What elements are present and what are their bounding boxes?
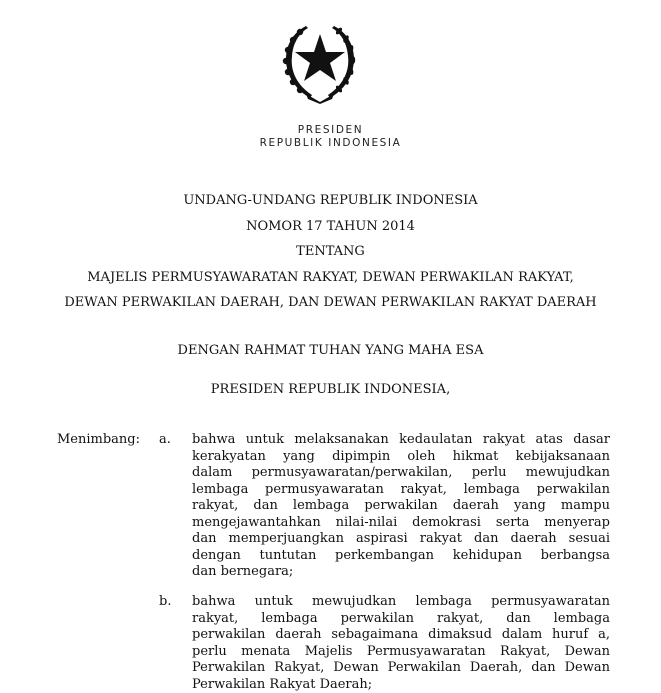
- considering-item-b: [192, 594, 610, 693]
- paragraph-line: dengan tuntutan perkembangan kehidupan berbangsa: [192, 548, 610, 565]
- paragraph-line: Perwakilan Rakyat Daerah;: [192, 677, 610, 693]
- paragraph-line: dan bernegara;: [192, 564, 610, 581]
- paragraph-line: rakyat, dan lembaga perwakilan daerah yang mampu: [192, 498, 610, 515]
- paragraph-line: Perwakilan Rakyat, Dewan Perwakilan Daerah, dan Dewan: [192, 660, 610, 677]
- law-subject-line-1: MAJELIS PERMUSYAWARATAN RAKYAT, DEWAN PERWAKILAN RAKYAT,: [0, 270, 661, 285]
- paragraph-line: bahwa untuk mewujudkan lembaga permusyawaratan: [192, 594, 610, 611]
- preamble-grace: DENGAN RAHMAT TUHAN YANG MAHA ESA: [0, 343, 661, 358]
- considering-item-a: [192, 432, 610, 581]
- paragraph-line: perwakilan daerah sebagaimana dimaksud dalam huruf a,: [192, 627, 610, 644]
- law-about: TENTANG: [0, 244, 661, 259]
- item-a-marker: a.: [159, 432, 171, 447]
- paragraph-line: dalam permusyawaratan/perwakilan, perlu mewujudkan: [192, 465, 610, 482]
- header-republic: REPUBLIK INDONESIA: [0, 137, 661, 149]
- law-subject-line-2: DEWAN PERWAKILAN DAERAH, DAN DEWAN PERWAKILAN RAKYAT DAERAH: [0, 295, 661, 310]
- preamble-president: PRESIDEN REPUBLIK INDONESIA,: [0, 382, 661, 397]
- paragraph-line: rakyat, lembaga perwakilan rakyat, dan lembaga: [192, 611, 610, 628]
- header-president: PRESIDEN: [0, 124, 661, 136]
- paragraph-line: kerakyatan yang dipimpin oleh hikmat kebijaksanaan: [192, 449, 610, 466]
- paragraph-line: lembaga permusyawaratan rakyat, lembaga perwakilan: [192, 482, 610, 499]
- item-b-marker: b.: [159, 594, 171, 609]
- paragraph-line: bahwa untuk melaksanakan kedaulatan rakyat atas dasar: [192, 432, 610, 449]
- considering-label: Menimbang:: [57, 432, 140, 447]
- paragraph-line: dan memperjuangkan aspirasi rakyat dan daerah sesuai: [192, 531, 610, 548]
- paragraph-line: perlu menata Majelis Permusyawaratan Rakyat, Dewan: [192, 644, 610, 661]
- state-emblem-icon: [276, 20, 364, 104]
- law-title: UNDANG-UNDANG REPUBLIK INDONESIA: [0, 193, 661, 208]
- paragraph-line: mengejawantahkan nilai-nilai demokrasi serta menyerap: [192, 515, 610, 532]
- law-number: NOMOR 17 TAHUN 2014: [0, 219, 661, 234]
